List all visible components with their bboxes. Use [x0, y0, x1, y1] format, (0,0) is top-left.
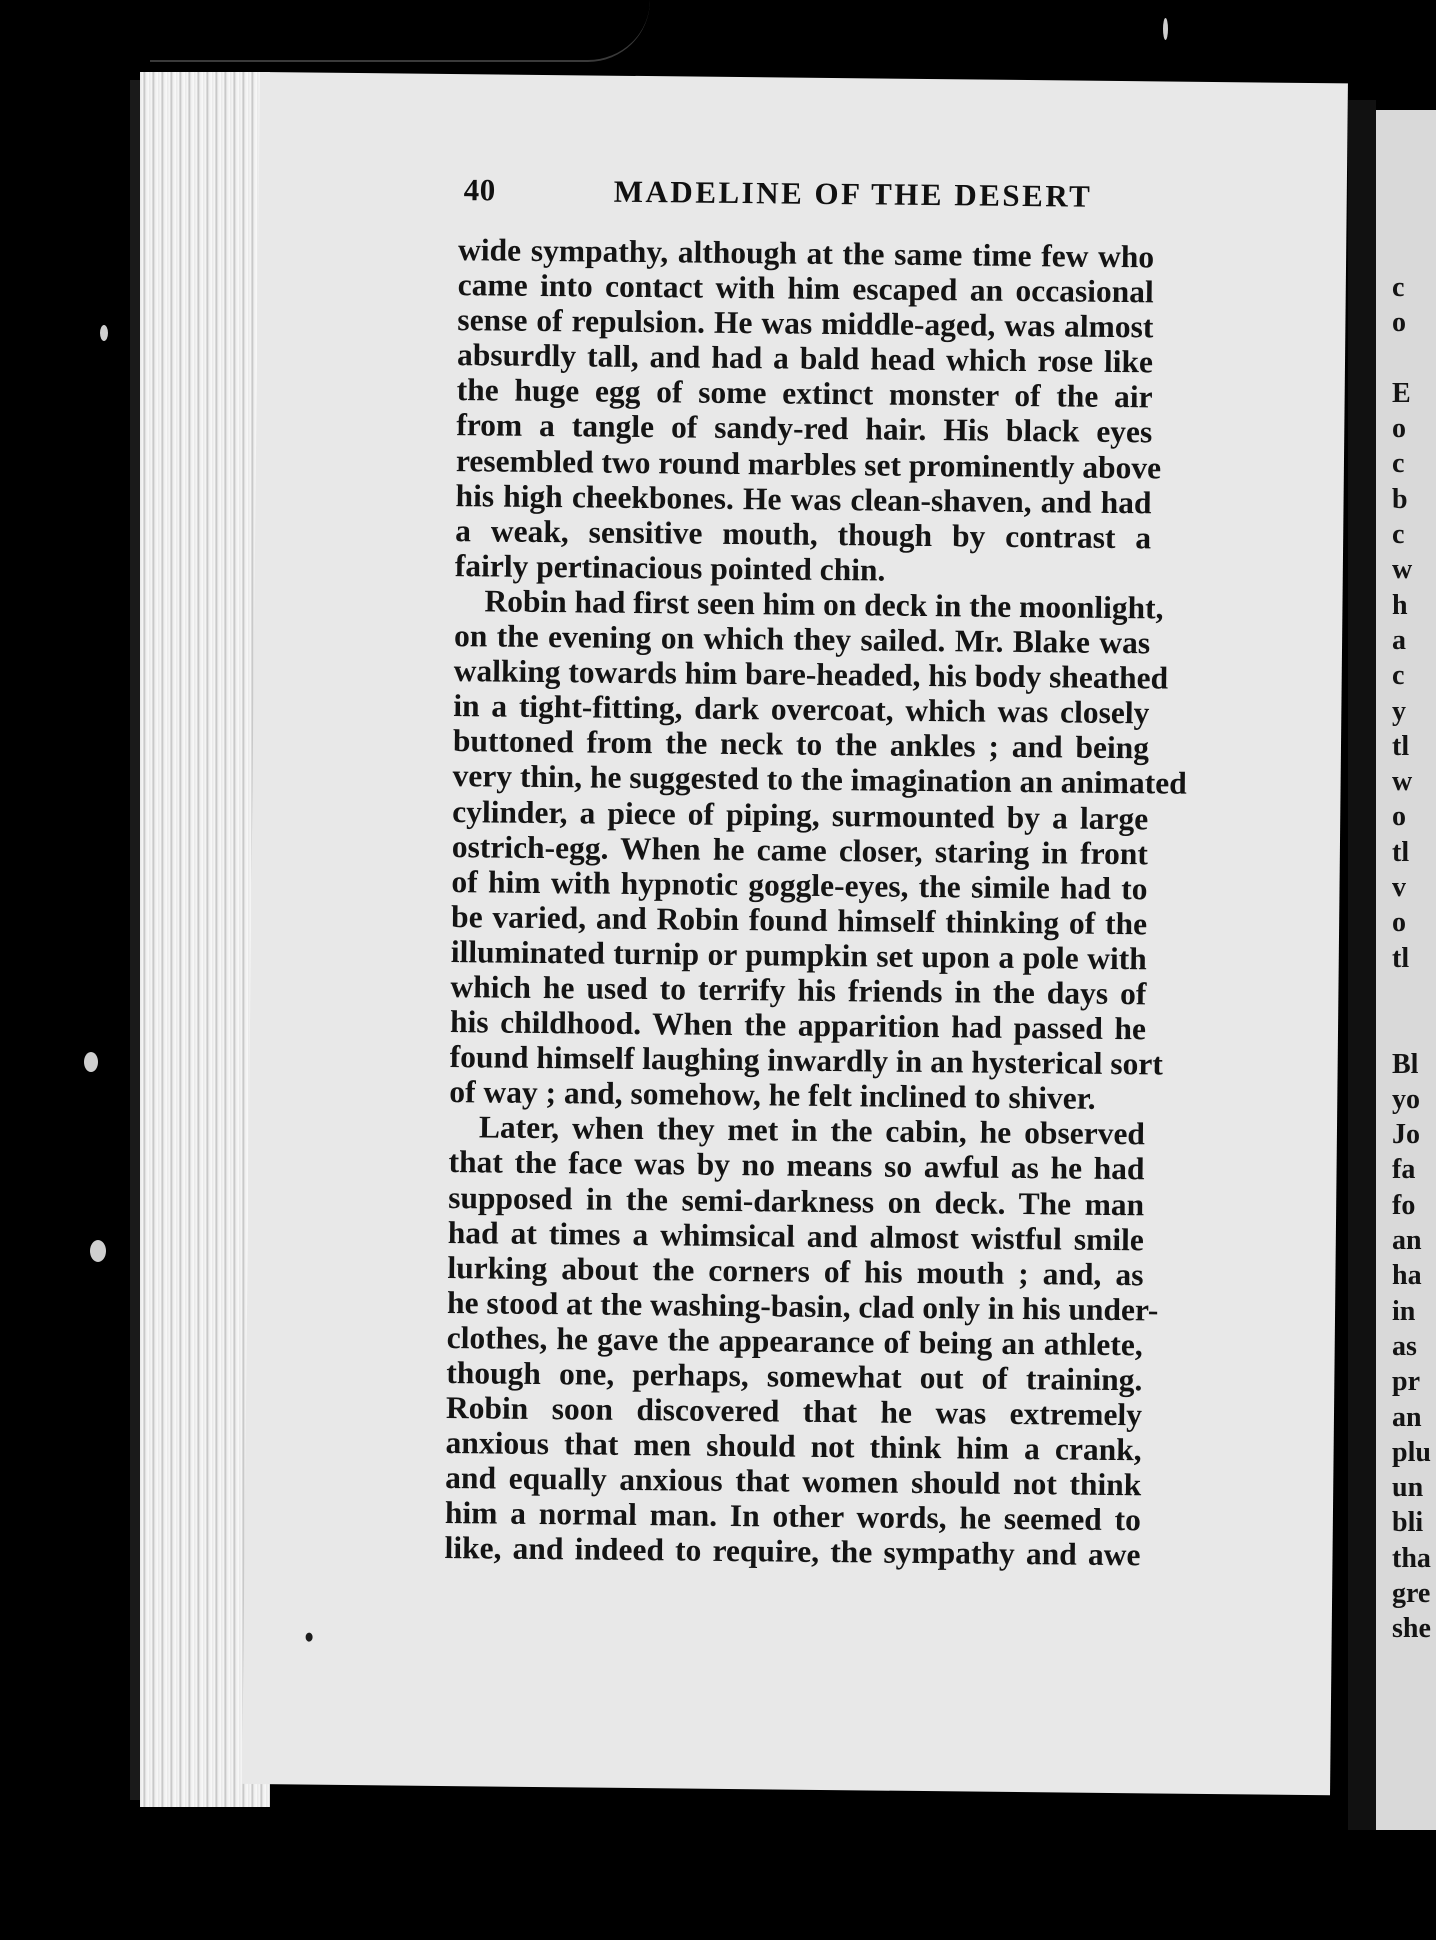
text-line: walking towards him bare-headed, his body sheathed — [453, 653, 1169, 696]
facing-line: tl — [1392, 942, 1410, 974]
text-line: illuminated turnip or pumpkin set upon a pole with — [450, 933, 1147, 977]
facing-line: o — [1392, 801, 1406, 833]
running-head: MADELINE OF THE DESERT — [613, 173, 1093, 214]
facing-line: c — [1392, 660, 1405, 692]
facing-line: h — [1392, 589, 1408, 621]
text-line: be varied, and Robin found himself thinking of the — [450, 898, 1148, 942]
text-line: of way ; and, somehow, he felt inclined to shiver. — [449, 1074, 1096, 1117]
facing-line: plu — [1392, 1436, 1431, 1468]
text-line: lurking about the corners of his mouth ; and, as — [447, 1249, 1144, 1293]
facing-line: o — [1392, 307, 1406, 339]
text-line: on the evening on which they sailed. Mr. Blake was — [453, 618, 1151, 661]
facing-line: E — [1392, 377, 1411, 409]
text-line: and equally anxious that women should not think — [445, 1460, 1142, 1503]
book-cover-edge — [150, 0, 650, 62]
facing-line: pr — [1392, 1366, 1420, 1398]
text-line: Robin soon discovered that he was extremely — [445, 1390, 1143, 1433]
facing-line: she — [1392, 1613, 1431, 1645]
dust-speck — [1163, 18, 1168, 40]
book-gutter — [1348, 100, 1376, 1840]
text-line: from a tangle of sandy-red hair. His black eyes — [456, 407, 1153, 450]
dust-speck — [84, 1052, 98, 1072]
text-line: him a normal man. In other words, he seemed to — [444, 1495, 1142, 1538]
facing-line: y — [1392, 695, 1406, 727]
facing-line: tl — [1392, 730, 1410, 762]
page-header — [463, 172, 1224, 232]
facing-line: w — [1392, 766, 1413, 798]
text-line: very thin, he suggested to the imagination an animated — [452, 758, 1187, 802]
text-line: Robin had first seen him on deck in the moonlight, — [484, 583, 1164, 626]
text-line: anxious that men should not think him a crank, — [445, 1425, 1142, 1468]
facing-line: fa — [1392, 1154, 1416, 1186]
ink-speck — [306, 1633, 313, 1642]
facing-line: fo — [1392, 1189, 1416, 1221]
text-line: found himself laughing inwardly in an hysterical sort — [449, 1039, 1164, 1082]
facing-line: Jo — [1392, 1119, 1420, 1151]
text-line: like, and indeed to require, the sympathy and awe — [444, 1530, 1141, 1573]
text-line: wide sympathy, although at the same time few who — [457, 232, 1155, 275]
facing-line: yo — [1392, 1083, 1420, 1115]
facing-line — [1392, 1011, 1432, 1046]
facing-page-text — [1392, 270, 1432, 1647]
facing-line — [1392, 976, 1432, 1011]
text-line: of him with hypnotic goggle-eyes, the simile had to — [451, 863, 1148, 907]
dust-speck — [100, 325, 108, 341]
facing-line: as — [1392, 1330, 1417, 1362]
text-line: his childhood. When the apparition had passed he — [449, 1004, 1147, 1047]
text-line: supposed in the semi-darkness on deck. The man — [448, 1179, 1145, 1222]
text-line: the huge egg of some extinct monster of the air — [456, 372, 1153, 415]
facing-line: in — [1392, 1295, 1416, 1327]
text-line: he stood at the washing-basin, clad only in his under- — [446, 1284, 1159, 1328]
facing-line: un — [1392, 1472, 1424, 1504]
facing-line: tha — [1392, 1542, 1431, 1574]
facing-line: c — [1392, 448, 1405, 480]
text-line: in a tight-fitting, dark overcoat, which was closely — [453, 688, 1150, 731]
text-line: a weak, sensitive mouth, though by contrast a — [455, 512, 1152, 556]
book-page — [242, 72, 1348, 1795]
facing-line: v — [1392, 872, 1406, 904]
text-line: clothes, he gave the appearance of being an athlete, — [446, 1319, 1143, 1363]
facing-line: w — [1392, 554, 1413, 586]
text-line: resembled two round marbles set prominently above — [455, 442, 1162, 486]
facing-line: b — [1392, 483, 1408, 515]
text-line: fairly pertinacious pointed chin. — [454, 547, 886, 588]
scan-border — [1340, 1830, 1430, 1940]
text-line: his high cheekbones. He was clean-shaven, and had — [455, 477, 1152, 521]
facing-line: ha — [1392, 1260, 1422, 1292]
facing-line: c — [1392, 519, 1405, 551]
text-line: came into contact with him escaped an occasional — [457, 267, 1154, 310]
facing-line: bli — [1392, 1507, 1424, 1539]
facing-line — [1392, 341, 1432, 376]
page-number: 40 — [463, 172, 496, 208]
text-line: absurdly tall, and had a bald head which rose like — [456, 337, 1154, 380]
text-line: ostrich-egg. When he came closer, staring in front — [451, 828, 1149, 871]
text-line: which he used to terrify his friends in the days of — [450, 969, 1147, 1012]
text-line: Later, when they met in the cabin, he observed — [478, 1109, 1146, 1152]
facing-line: an — [1392, 1225, 1422, 1257]
facing-line: o — [1392, 413, 1406, 445]
text-line: sense of repulsion. He was middle-aged, was almost — [457, 302, 1154, 345]
facing-line: c — [1392, 272, 1405, 303]
facing-line: o — [1392, 907, 1406, 939]
text-line: that the face was by no means so awful as he had — [448, 1144, 1145, 1187]
text-line: buttoned from the neck to the ankles ; and being — [452, 723, 1150, 766]
facing-line: gre — [1392, 1577, 1431, 1609]
facing-line: an — [1392, 1401, 1422, 1433]
text-line: though one, perhaps, somewhat out of training. — [446, 1355, 1143, 1398]
body-text — [444, 232, 1187, 1573]
facing-line: Bl — [1392, 1048, 1419, 1080]
facing-line: tl — [1392, 836, 1410, 868]
dust-speck — [90, 1240, 106, 1262]
text-line: had at times a whimsical and almost wistful smile — [447, 1214, 1145, 1257]
facing-line: a — [1392, 624, 1406, 656]
text-line: cylinder, a piece of piping, surmounted by a large — [452, 793, 1149, 836]
